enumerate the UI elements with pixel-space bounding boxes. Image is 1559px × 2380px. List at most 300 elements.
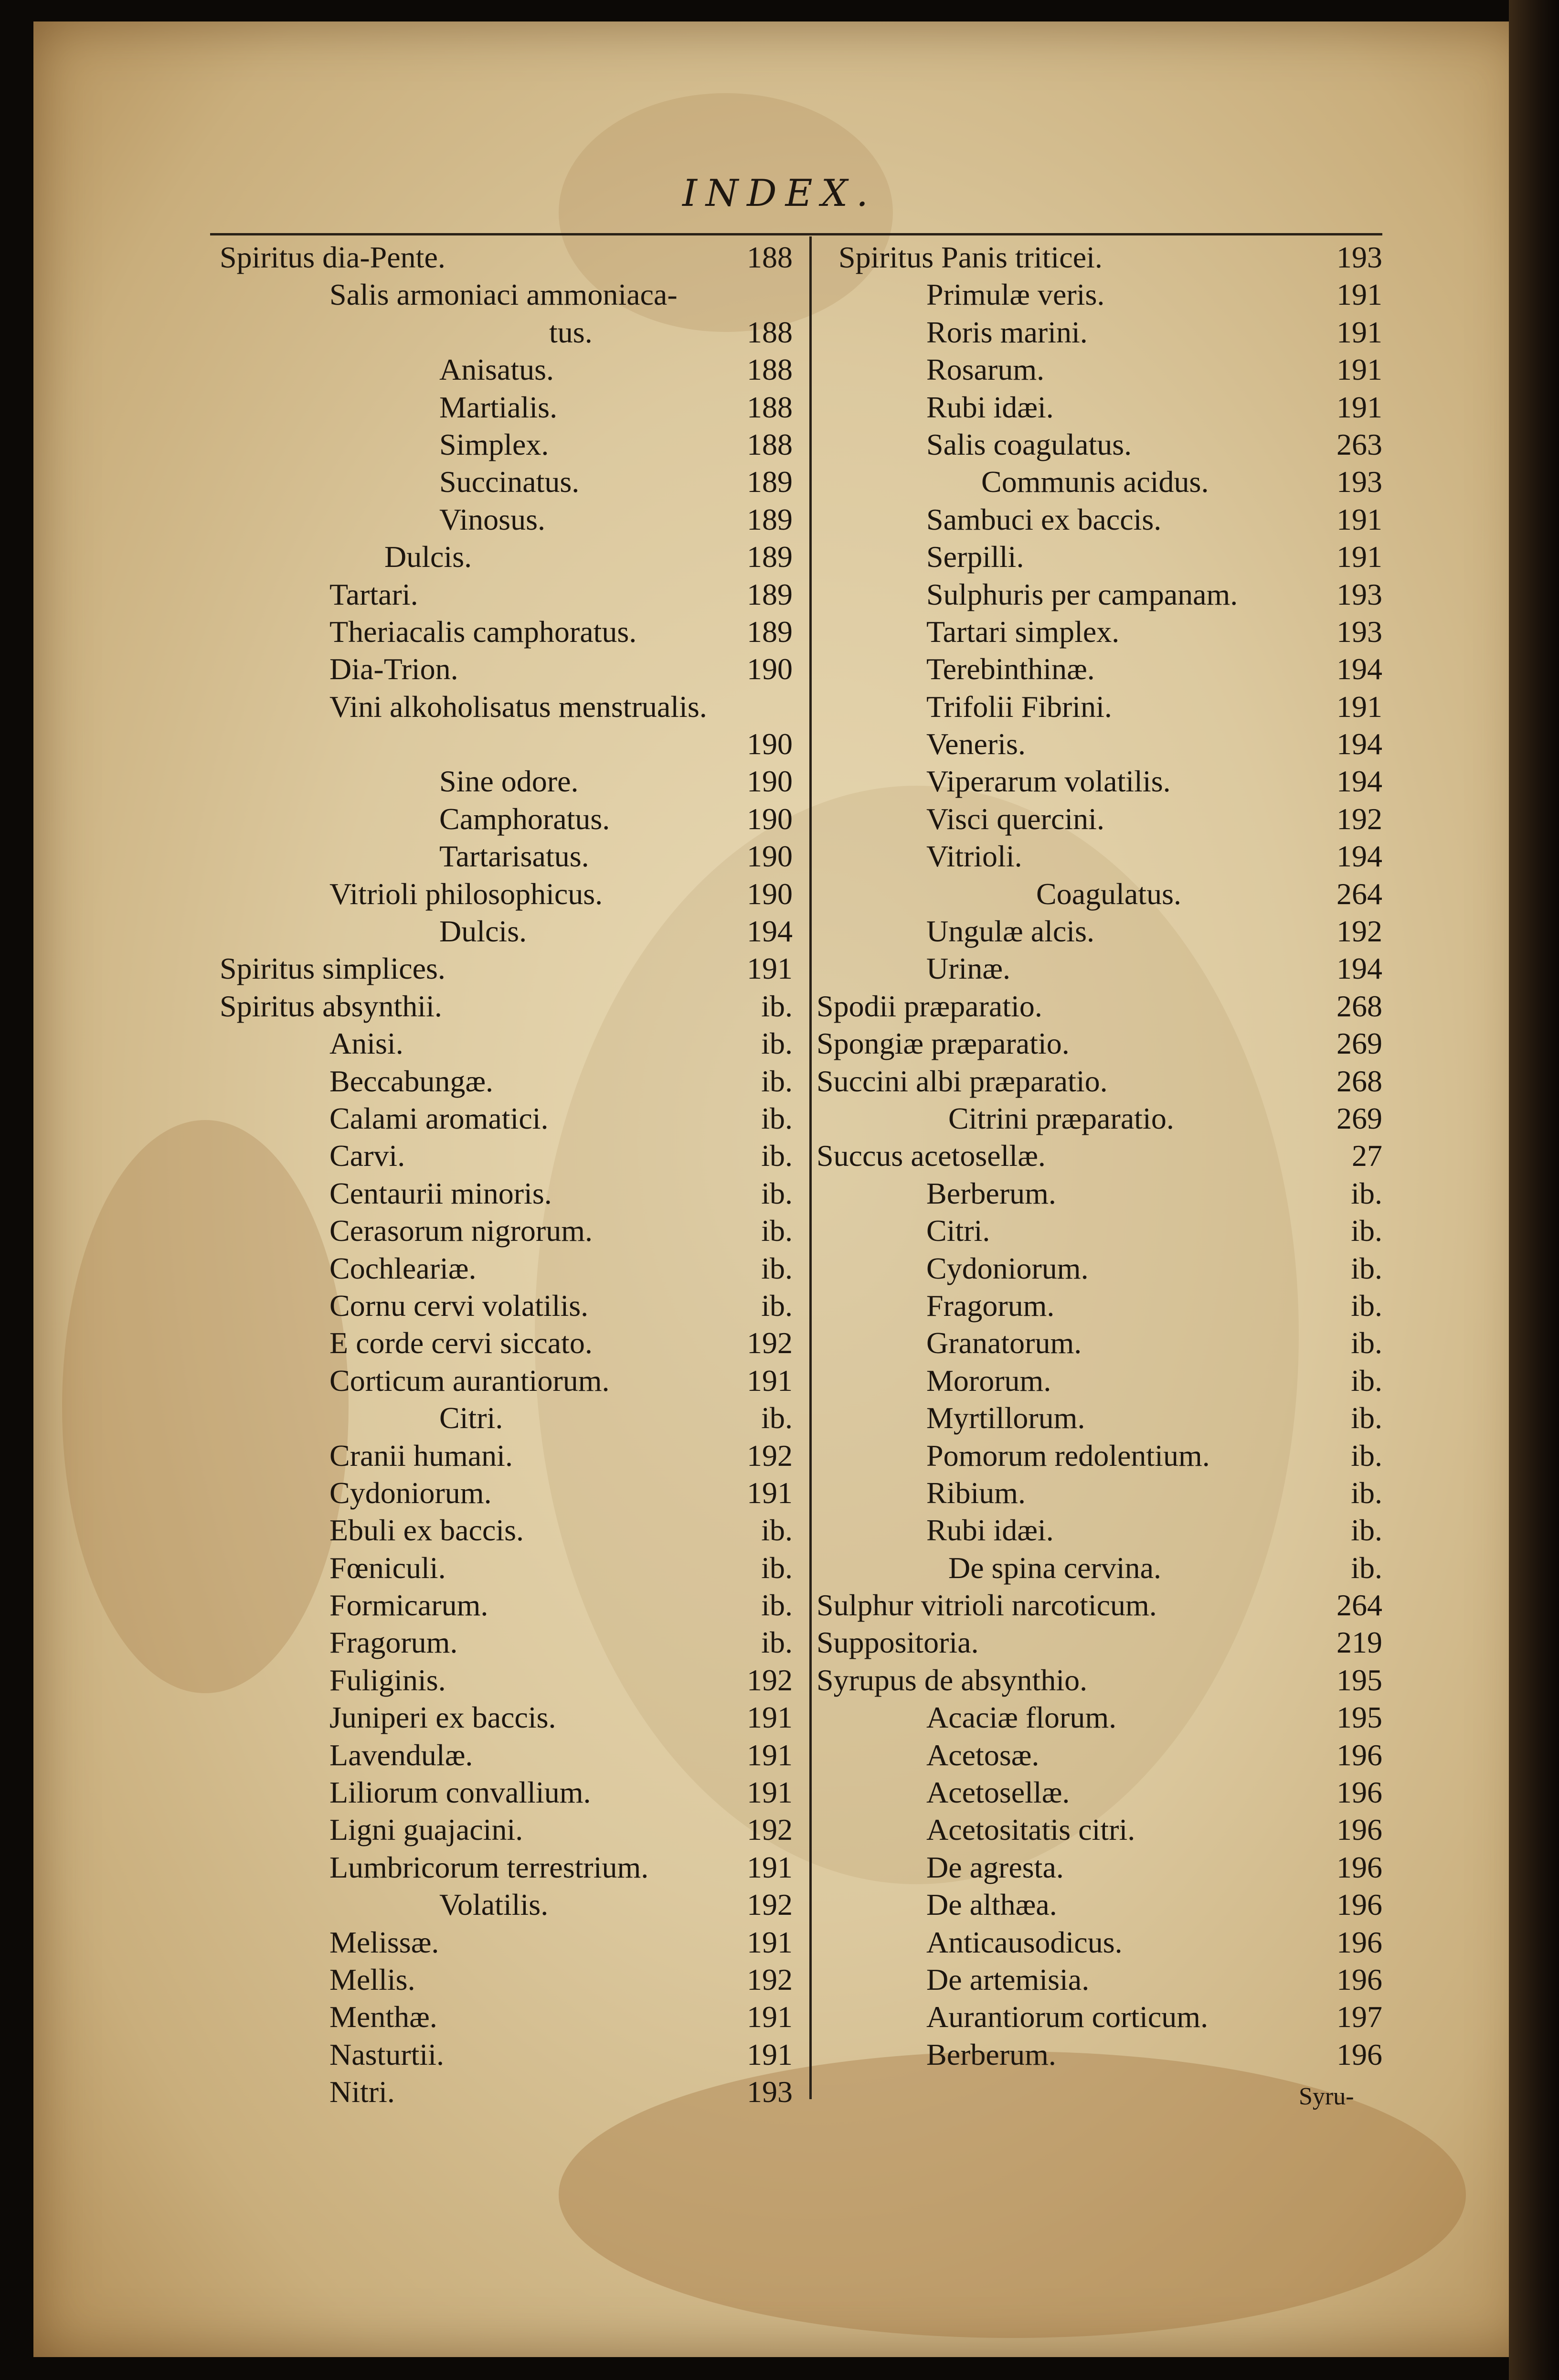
entry-page: ib. <box>761 1401 793 1435</box>
entry-page: ib. <box>1351 1401 1382 1435</box>
index-entry <box>210 726 793 763</box>
entry-page: ib. <box>761 1288 793 1323</box>
entry-term: Veneris. <box>926 727 1026 761</box>
entry-term: Aurantiorum corticum. <box>926 2000 1209 2034</box>
entry-page: 191 <box>747 1738 793 1772</box>
index-entry <box>812 651 1382 688</box>
entry-term: Dulcis. <box>384 540 472 574</box>
entry-page: 189 <box>747 502 793 536</box>
index-entry <box>812 726 1382 763</box>
entry-term: Viperarum volatilis. <box>926 764 1171 799</box>
entry-page: 191 <box>1336 689 1382 724</box>
entry-page: 188 <box>747 352 793 387</box>
entry-term: Formicarum. <box>329 1588 488 1622</box>
entry-term: Beccabungæ. <box>329 1064 493 1098</box>
entry-term: Communis acidus. <box>981 465 1209 499</box>
entry-term: Calami aromatici. <box>329 1101 549 1135</box>
index-entry <box>210 1100 793 1137</box>
index-entry <box>210 1399 793 1437</box>
index-entry <box>812 875 1382 913</box>
entry-page: 194 <box>1336 839 1382 874</box>
entry-term: Juniperi ex baccis. <box>329 1700 556 1735</box>
entry-term: Ligni guajacini. <box>329 1813 523 1847</box>
entry-page: 197 <box>1336 2000 1382 2034</box>
entry-term: Vinosus. <box>439 502 545 536</box>
entry-term: Ebuli ex baccis. <box>329 1513 524 1548</box>
index-entry <box>812 763 1382 800</box>
index-entry <box>210 1587 793 1624</box>
entry-term: Urinæ. <box>926 951 1010 986</box>
entry-term: Anisi. <box>329 1026 403 1061</box>
index-entry <box>812 838 1382 875</box>
index-entry <box>210 988 793 1025</box>
entry-term: tus. <box>549 315 593 349</box>
index-entry <box>210 276 793 313</box>
index-entry <box>812 1100 1382 1137</box>
entry-term: Camphoratus. <box>439 801 610 836</box>
entry-page: 190 <box>747 839 793 874</box>
index-entry <box>812 389 1382 426</box>
entry-term: Spiritus simplices. <box>220 951 445 986</box>
entry-page: 263 <box>1336 427 1382 461</box>
entry-page: ib. <box>761 1550 793 1585</box>
entry-term: Fragorum. <box>926 1288 1055 1323</box>
entry-page: 188 <box>747 240 793 274</box>
entry-page: ib. <box>761 1139 793 1173</box>
index-entry <box>210 1849 793 1886</box>
entry-term: Acetosæ. <box>926 1738 1039 1772</box>
entry-page: 188 <box>747 315 793 349</box>
entry-page: 191 <box>747 2037 793 2071</box>
entry-term: Volatilis. <box>439 1888 549 1922</box>
entry-page: ib. <box>761 1625 793 1660</box>
index-entry <box>812 463 1382 501</box>
entry-term: Succinatus. <box>439 465 580 499</box>
entry-page: 191 <box>747 2000 793 2034</box>
entry-term: Salis coagulatus. <box>926 427 1132 461</box>
entry-page: 196 <box>1336 2037 1382 2071</box>
index-entry <box>210 1811 793 1848</box>
entry-term: Lumbricorum terrestrium. <box>329 1850 649 1884</box>
entry-page: 191 <box>1336 277 1382 312</box>
entry-term: Succini albi præparatio. <box>817 1064 1108 1098</box>
index-entry <box>210 875 793 913</box>
entry-page: ib. <box>1351 1363 1382 1398</box>
index-entry <box>812 1250 1382 1287</box>
entry-term: Spiritus absynthii. <box>220 989 442 1023</box>
index-entry <box>210 800 793 838</box>
entry-term: Dia-Trion. <box>329 652 458 686</box>
index-entry <box>812 276 1382 313</box>
index-entry <box>812 1063 1382 1100</box>
index-entry <box>812 1924 1382 1961</box>
entry-page: 196 <box>1336 1962 1382 1996</box>
entry-term: De artemisia. <box>926 1962 1090 1996</box>
index-entry <box>812 501 1382 538</box>
entry-term: Serpilli. <box>926 540 1024 574</box>
entry-term: De althæa. <box>926 1888 1057 1922</box>
entry-term: Cydoniorum. <box>926 1251 1089 1285</box>
index-entry <box>812 1437 1382 1474</box>
entry-page: 195 <box>1336 1663 1382 1697</box>
index-entry <box>210 1924 793 1961</box>
entry-term: Vitrioli. <box>926 839 1022 874</box>
entry-page: 191 <box>747 1775 793 1810</box>
entry-term: Cornu cervi volatilis. <box>329 1288 589 1323</box>
index-entry <box>812 426 1382 463</box>
index-entry <box>812 1549 1382 1587</box>
index-entry <box>210 2036 793 2073</box>
header-rule <box>210 233 1382 235</box>
entry-page: 196 <box>1336 1888 1382 1922</box>
index-entry <box>210 1662 793 1699</box>
entry-term: Citri. <box>926 1214 990 1248</box>
entry-page: 269 <box>1336 1101 1382 1135</box>
entry-page: 191 <box>747 1475 793 1510</box>
catchword: Syru- <box>1299 2083 1354 2110</box>
entry-page: 196 <box>1336 1925 1382 1959</box>
entry-page: 193 <box>747 2075 793 2109</box>
entry-page: ib. <box>761 989 793 1023</box>
entry-page: 194 <box>747 914 793 949</box>
entry-page: 194 <box>1336 951 1382 986</box>
entry-page: 269 <box>1336 1026 1382 1061</box>
entry-term: Fuliginis. <box>329 1663 446 1697</box>
index-entry <box>812 1774 1382 1811</box>
index-entry <box>812 1287 1382 1324</box>
index-entry <box>210 1886 793 1923</box>
entry-term: Melissæ. <box>329 1925 439 1959</box>
index-entry <box>812 538 1382 576</box>
entry-page: ib. <box>761 1176 793 1210</box>
entry-term: Martialis. <box>439 390 558 424</box>
index-entry <box>210 1212 793 1249</box>
entry-term: Tartarisatus. <box>439 839 589 874</box>
index-entry <box>210 314 793 351</box>
index-entry <box>210 1437 793 1474</box>
index-entry <box>210 1474 793 1512</box>
entry-term: Ribium. <box>926 1475 1026 1510</box>
index-entry <box>812 913 1382 950</box>
entry-page: ib. <box>761 1101 793 1135</box>
entry-term: Nitri. <box>329 2075 395 2109</box>
index-entry <box>812 239 1382 276</box>
entry-term: Acetosellæ. <box>926 1775 1070 1810</box>
entry-term: Lavendulæ. <box>329 1738 473 1772</box>
entry-page: ib. <box>1351 1251 1382 1285</box>
entry-page: 191 <box>1336 352 1382 387</box>
entry-term: Fœniculi. <box>329 1550 446 1585</box>
index-entry <box>812 688 1382 726</box>
index-entry <box>812 1624 1382 1661</box>
entry-page: ib. <box>1351 1176 1382 1210</box>
entry-page: ib. <box>1351 1550 1382 1585</box>
index-entry <box>812 988 1382 1025</box>
index-entry <box>210 1362 793 1399</box>
index-entry <box>210 239 793 276</box>
index-entry <box>812 950 1382 987</box>
index-entry <box>812 1324 1382 1362</box>
index-entry <box>210 501 793 538</box>
index-entry <box>812 1474 1382 1512</box>
entry-page: 189 <box>747 465 793 499</box>
entry-page: 192 <box>747 1962 793 1996</box>
index-entry <box>812 613 1382 651</box>
index-entry <box>812 351 1382 388</box>
entry-term: Vini alkoholisatus menstrualis. <box>329 689 707 724</box>
entry-term: Succus acetosellæ. <box>817 1139 1046 1173</box>
entry-term: Primulæ veris. <box>926 277 1105 312</box>
entry-page: ib. <box>761 1513 793 1548</box>
index-entry <box>210 1961 793 1998</box>
entry-term: Anticausodicus. <box>926 1925 1123 1959</box>
entry-term: Vitrioli philosophicus. <box>329 876 603 911</box>
entry-term: Simplex. <box>439 427 549 461</box>
index-entry <box>812 1811 1382 1848</box>
entry-page: ib. <box>761 1026 793 1061</box>
index-entry <box>210 538 793 576</box>
entry-page: ib. <box>1351 1475 1382 1510</box>
entry-term: Rosarum. <box>926 352 1045 387</box>
entry-term: Cydoniorum. <box>329 1475 492 1510</box>
index-entry <box>812 1737 1382 1774</box>
index-entry <box>210 950 793 987</box>
entry-term: Liliorum convallium. <box>329 1775 591 1810</box>
entry-page: 194 <box>1336 764 1382 799</box>
entry-term: Acaciæ florum. <box>926 1700 1117 1735</box>
entry-term: De spina cervina. <box>948 1550 1162 1585</box>
entry-page: 192 <box>747 1326 793 1360</box>
entry-page: ib. <box>1351 1438 1382 1473</box>
entry-term: Rubi idæi. <box>926 1513 1054 1548</box>
index-entry <box>210 351 793 388</box>
entry-term: Centaurii minoris. <box>329 1176 552 1210</box>
entry-term: Carvi. <box>329 1139 405 1173</box>
entry-term: Tartari. <box>329 577 418 611</box>
entry-term: Spiritus Panis triticei. <box>838 240 1103 274</box>
index-entry <box>210 1699 793 1736</box>
index-entry <box>210 1512 793 1549</box>
index-entry <box>210 576 793 613</box>
entry-term: Citri. <box>439 1401 503 1435</box>
entry-page: 219 <box>1336 1625 1382 1660</box>
entry-term: Corticum aurantiorum. <box>329 1363 610 1398</box>
index-entry <box>812 1886 1382 1923</box>
index-entry <box>210 1063 793 1100</box>
entry-page: 27 <box>1352 1139 1382 1173</box>
page-header: INDEX. <box>682 172 877 215</box>
entry-term: Cerasorum nigrorum. <box>329 1214 593 1248</box>
book-spine <box>1509 0 1559 2380</box>
entry-term: Nasturtii. <box>329 2037 444 2071</box>
entry-page: 193 <box>1336 465 1382 499</box>
index-entry <box>210 1025 793 1062</box>
entry-term: Berberum. <box>926 1176 1056 1210</box>
index-entry <box>210 1549 793 1587</box>
entry-page: 192 <box>1336 801 1382 836</box>
entry-page: 194 <box>1336 727 1382 761</box>
entry-page: 189 <box>747 577 793 611</box>
entry-page: 196 <box>1336 1850 1382 1884</box>
index-entry <box>210 913 793 950</box>
index-entry <box>210 1137 793 1174</box>
entry-term: Ungulæ alcis. <box>926 914 1094 949</box>
entry-term: Mellis. <box>329 1962 415 1996</box>
entry-term: Theriacalis camphoratus. <box>329 614 637 649</box>
index-entry <box>812 1025 1382 1062</box>
entry-page: ib. <box>761 1214 793 1248</box>
entry-page: 188 <box>747 390 793 424</box>
index-entry <box>812 1212 1382 1249</box>
entry-term: Sambuci ex baccis. <box>926 502 1162 536</box>
entry-term: De agresta. <box>926 1850 1064 1884</box>
entry-page: 192 <box>747 1663 793 1697</box>
entry-term: Sulphuris per campanam. <box>926 577 1238 611</box>
index-entry <box>210 613 793 651</box>
index-entry <box>812 2036 1382 2073</box>
entry-page: 190 <box>747 652 793 686</box>
entry-term: Rubi idæi. <box>926 390 1054 424</box>
entry-page: 264 <box>1336 876 1382 911</box>
entry-term: Pomorum redolentium. <box>926 1438 1210 1473</box>
entry-term: Spongiæ præparatio. <box>817 1026 1070 1061</box>
index-entry <box>812 1399 1382 1437</box>
entry-term: Tartari simplex. <box>926 614 1120 649</box>
entry-page: 194 <box>1336 652 1382 686</box>
entry-term: Citrini præparatio. <box>948 1101 1174 1135</box>
entry-page: 268 <box>1336 989 1382 1023</box>
index-entry <box>812 314 1382 351</box>
index-entry <box>812 1699 1382 1736</box>
index-entry <box>210 688 793 726</box>
entry-term: Anisatus. <box>439 352 554 387</box>
entry-term: Sine odore. <box>439 764 579 799</box>
entry-page: ib. <box>761 1251 793 1285</box>
entry-page: 190 <box>747 801 793 836</box>
entry-page: 190 <box>747 764 793 799</box>
entry-page: 191 <box>747 1363 793 1398</box>
index-entry <box>812 1849 1382 1886</box>
entry-term: Acetositatis citri. <box>926 1813 1135 1847</box>
entry-page: ib. <box>1351 1513 1382 1548</box>
index-entry <box>210 1774 793 1811</box>
index-entry <box>812 1137 1382 1174</box>
entry-term: Spiritus dia-Pente. <box>220 240 445 274</box>
entry-page: 191 <box>1336 502 1382 536</box>
entry-page: 196 <box>1336 1738 1382 1772</box>
index-entry <box>210 1250 793 1287</box>
index-entry <box>210 1324 793 1362</box>
entry-page: 192 <box>1336 914 1382 949</box>
entry-term: Sulphur vitrioli narcoticum. <box>817 1588 1157 1622</box>
index-entry <box>210 1737 793 1774</box>
index-entry <box>812 1662 1382 1699</box>
entry-page: 192 <box>747 1813 793 1847</box>
entry-term: Menthæ. <box>329 2000 437 2034</box>
entry-term: Mororum. <box>926 1363 1051 1398</box>
entry-term: Fragorum. <box>329 1625 458 1660</box>
entry-term: Roris marini. <box>926 315 1088 349</box>
entry-term: E corde cervi siccato. <box>329 1326 593 1360</box>
index-entry <box>812 800 1382 838</box>
entry-page: 193 <box>1336 614 1382 649</box>
entry-page: 189 <box>747 540 793 574</box>
entry-page: 190 <box>747 727 793 761</box>
entry-page: 191 <box>747 1925 793 1959</box>
entry-page: 191 <box>747 1700 793 1735</box>
index-entry <box>812 1998 1382 2036</box>
entry-term: Syrupus de absynthio. <box>817 1663 1088 1697</box>
entry-page: 268 <box>1336 1064 1382 1098</box>
entry-page: ib. <box>1351 1214 1382 1248</box>
entry-page: 191 <box>1336 540 1382 574</box>
entry-page: 196 <box>1336 1775 1382 1810</box>
entry-page: 189 <box>747 614 793 649</box>
entry-term: Suppositoria. <box>817 1625 979 1660</box>
index-entry <box>210 389 793 426</box>
entry-page: 196 <box>1336 1813 1382 1847</box>
index-entry <box>210 1175 793 1212</box>
entry-term: Visci quercini. <box>926 801 1104 836</box>
entry-page: ib. <box>1351 1326 1382 1360</box>
entry-page: ib. <box>1351 1288 1382 1323</box>
entry-term: Trifolii Fibrini. <box>926 689 1112 724</box>
entry-page: 193 <box>1336 577 1382 611</box>
entry-term: Berberum. <box>926 2037 1056 2071</box>
entry-page: 191 <box>1336 315 1382 349</box>
entry-page: 191 <box>747 1850 793 1884</box>
index-entry <box>210 463 793 501</box>
entry-page: 188 <box>747 427 793 461</box>
index-entry <box>812 1512 1382 1549</box>
entry-page: ib. <box>761 1588 793 1622</box>
index-entry <box>812 576 1382 613</box>
entry-term: Myrtillorum. <box>926 1401 1085 1435</box>
entry-term: Salis armoniaci ammoniaca- <box>329 277 678 312</box>
entry-page: 264 <box>1336 1588 1382 1622</box>
index-entry <box>210 2073 793 2111</box>
entry-page: 193 <box>1336 240 1382 274</box>
index-entry <box>812 1175 1382 1212</box>
entry-page: 195 <box>1336 1700 1382 1735</box>
entry-term: Granatorum. <box>926 1326 1082 1360</box>
entry-page: ib. <box>761 1064 793 1098</box>
index-entry <box>210 763 793 800</box>
index-entry <box>210 838 793 875</box>
entry-page: 191 <box>747 951 793 986</box>
index-entry <box>210 426 793 463</box>
index-entry <box>210 1998 793 2036</box>
entry-term: Cochleariæ. <box>329 1251 477 1285</box>
index-entry <box>210 1624 793 1661</box>
index-entry <box>812 1961 1382 1998</box>
entry-term: Terebinthinæ. <box>926 652 1095 686</box>
entry-page: 192 <box>747 1888 793 1922</box>
index-entry <box>210 1287 793 1324</box>
entry-page: 191 <box>1336 390 1382 424</box>
entry-page: 192 <box>747 1438 793 1473</box>
entry-term: Dulcis. <box>439 914 527 949</box>
entry-term: Cranii humani. <box>329 1438 513 1473</box>
index-left-column <box>210 239 793 2111</box>
index-right-column <box>812 239 1382 2073</box>
index-entry <box>812 1587 1382 1624</box>
entry-term: Coagulatus. <box>1036 876 1181 911</box>
entry-term: Spodii præparatio. <box>817 989 1042 1023</box>
index-entry <box>210 651 793 688</box>
entry-page: 190 <box>747 876 793 911</box>
index-entry <box>812 1362 1382 1399</box>
